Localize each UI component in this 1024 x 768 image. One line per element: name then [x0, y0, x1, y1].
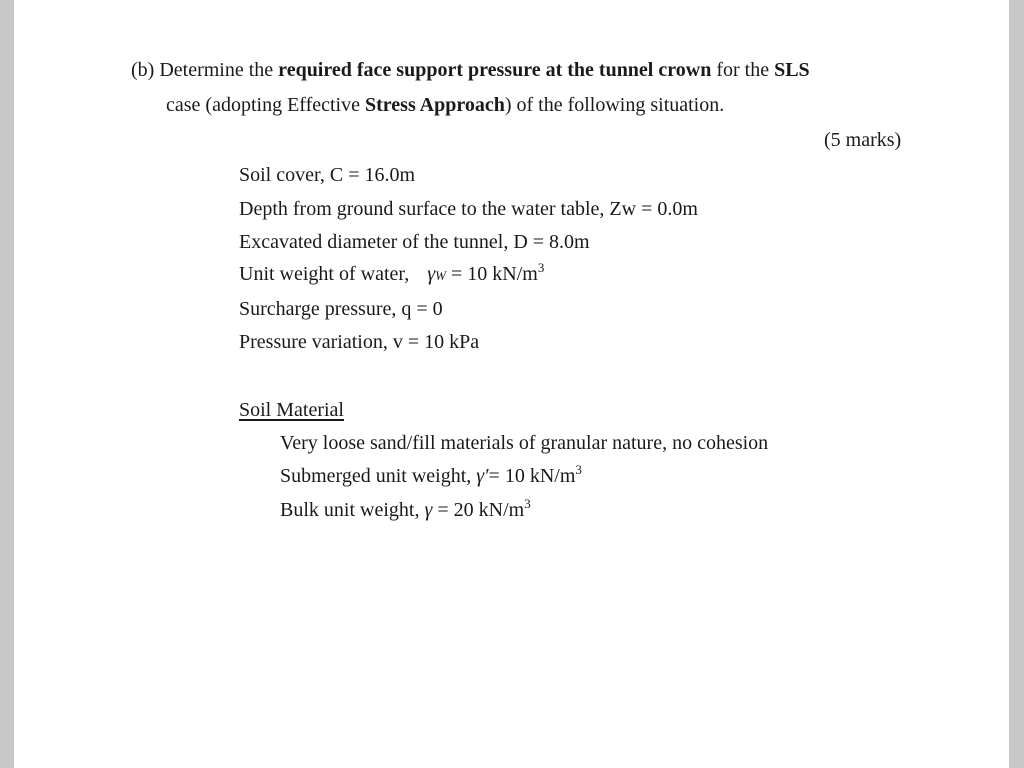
question-bold-sls: SLS	[774, 59, 810, 81]
question-bold-2: Stress Approach	[364, 94, 505, 116]
exponent-submerged: 3	[575, 462, 582, 477]
question-label: (b)	[131, 59, 155, 81]
unit-weight-water-value: = 10 kN/m	[451, 263, 538, 285]
gamma-w-subscript: W	[435, 268, 446, 283]
submerged-value: = 10 kN/m	[488, 465, 576, 487]
gamma-prime-symbol: γ′	[476, 465, 489, 487]
question-text-1: Determine the	[159, 59, 279, 81]
param-unit-weight-water	[239, 262, 544, 288]
soil-description: Very loose sand/fill materials of granular nature, no cohesion	[280, 432, 769, 454]
question-text-3: case (adopting Effective	[166, 94, 365, 116]
unit-weight-water-prefix: Unit weight of water,	[239, 263, 410, 285]
question-line-2	[166, 93, 724, 117]
soil-submerged-weight	[280, 464, 582, 488]
gamma-symbol: γ	[424, 499, 433, 521]
param-pressure-variation: Pressure variation, v = 10 kPa	[239, 331, 480, 353]
bulk-prefix: Bulk unit weight,	[280, 499, 420, 521]
soil-bulk-weight	[280, 498, 531, 522]
exponent-water: 3	[537, 260, 545, 275]
param-diameter: Excavated diameter of the tunnel, D = 8.0m	[239, 231, 590, 253]
gamma-w-symbol: γ	[427, 263, 436, 285]
exponent-bulk: 3	[524, 496, 531, 511]
param-water-table: Depth from ground surface to the water table, Zw = 0.0m	[239, 198, 698, 220]
marks: (5 marks)	[824, 129, 902, 151]
param-soil-cover: Soil cover, C = 16.0m	[239, 164, 416, 186]
question-text-2: for the	[711, 59, 775, 81]
bulk-value: = 20 kN/m	[437, 499, 525, 521]
document-page	[14, 0, 1009, 768]
param-surcharge: Surcharge pressure, q = 0	[239, 298, 443, 320]
submerged-prefix: Submerged unit weight,	[280, 465, 472, 487]
question-text-4: ) of the following situation.	[504, 94, 725, 116]
soil-heading: Soil Material	[239, 399, 344, 421]
question-bold-1: required face support pressure at the tunnel crown	[278, 59, 712, 81]
question-line-1	[131, 58, 810, 82]
